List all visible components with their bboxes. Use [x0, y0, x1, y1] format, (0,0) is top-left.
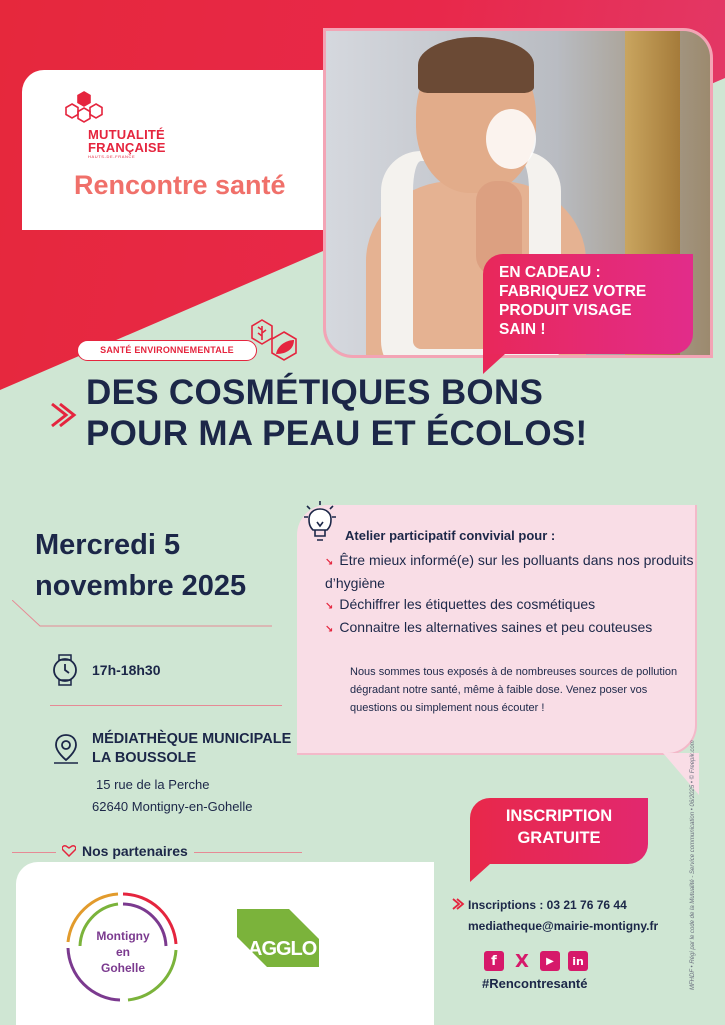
- event-hours: 17h-18h30: [92, 662, 161, 678]
- venue-name: MÉDIATHÈQUE MUNICIPALE LA BOUSSOLE: [92, 731, 292, 766]
- mutualite-hex-logo-icon: [62, 90, 106, 128]
- gift-bubble: EN CADEAU : FABRIQUEZ VOTRE PRODUIT VISAGE SAIN !: [483, 254, 693, 354]
- divider: [50, 705, 282, 706]
- x-icon[interactable]: X: [515, 950, 529, 972]
- main-headline: DES COSMÉTIQUES BONS POUR MA PEAU ET ÉCOLOS!: [86, 373, 588, 453]
- atelier-note: Nous sommes tous exposés à de nombreuses sources de pollution dégradant notre santé, même à faible dose. Venez poser vos questions ou simplement nous écouter !: [350, 666, 678, 714]
- youtube-icon[interactable]: ▶: [540, 951, 560, 971]
- contact-email-link[interactable]: mediatheque@mairie-montigny.fr: [468, 919, 659, 933]
- arrow-icon: ↘: [325, 624, 334, 635]
- agglo-text: AGGLO: [248, 938, 317, 960]
- theme-tag: SANTÉ ENVIRONNEMENTALE: [77, 340, 257, 361]
- contact-phone: Inscriptions : 03 21 76 76 44: [468, 898, 627, 912]
- atelier-title: Atelier participatif convivial pour :: [345, 528, 556, 543]
- event-date: Mercredi 5 novembre 2025: [35, 529, 247, 602]
- date-underline: [12, 600, 272, 630]
- partners-heading: Nos partenaires: [56, 843, 194, 859]
- montigny-word-2: en: [115, 945, 131, 959]
- brand-name: MUTUALITÉ FRANÇAISE HAUTS-DE-FRANCE: [88, 127, 166, 159]
- montigny-word-3: Gohelle: [100, 961, 146, 975]
- social-links: [484, 951, 588, 971]
- venue-address: 15 rue de la Perche 62640 Montigny-en-Gohelle: [92, 777, 253, 814]
- hashtag: #Rencontresanté: [482, 976, 588, 991]
- lightbulb-icon: [303, 500, 337, 542]
- montigny-word-1: Montigny: [96, 929, 150, 943]
- list-item: ↘ Connaitre les alternatives saines et peu couteuses: [325, 619, 653, 635]
- clock-icon: [50, 654, 80, 686]
- arrow-icon: ↘: [325, 601, 334, 612]
- inscription-badge: INSCRIPTION GRATUITE: [470, 798, 648, 864]
- chevron-right-icon: [451, 897, 465, 911]
- location-pin-icon: [52, 733, 80, 767]
- chevron-right-icon: [48, 400, 78, 430]
- montigny-logo: [58, 888, 188, 1006]
- logo-bubble: [22, 70, 357, 230]
- side-credit: MFHDF • Régi par le code de la Mutualité - Service communication • 06/2025 • © Freepik.com: [690, 740, 696, 990]
- linkedin-icon[interactable]: in: [568, 951, 588, 971]
- list-item: ↘ Déchiffrer les étiquettes des cosmétiques: [325, 596, 596, 612]
- event-type-title: Rencontre santé: [74, 170, 286, 200]
- facebook-icon[interactable]: f: [484, 951, 504, 971]
- heart-icon: [62, 845, 76, 857]
- arrow-icon: ↘: [325, 557, 334, 568]
- contact-info: [468, 895, 658, 937]
- atelier-list: [325, 550, 695, 640]
- leaf-icon: [248, 318, 304, 366]
- list-item: ↘ Être mieux informé(e) sur les polluants dans nos produits d’hygiène: [325, 552, 694, 591]
